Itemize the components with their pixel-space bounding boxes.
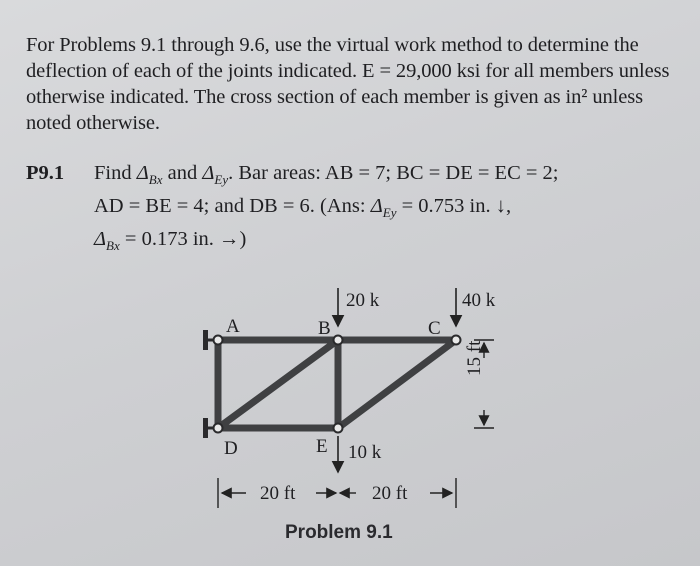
answer-ey: = 0.753 in. ↓, [396,195,512,218]
joint-label-a: A [226,316,240,337]
load-label-b: 20 k [346,290,380,311]
joint-a [214,336,223,345]
joint-d [214,424,223,433]
dimension-label-right: 20 ft [372,483,408,504]
delta-symbol: Δ [136,162,149,184]
joint-label-b: B [318,318,331,339]
and-text: and [162,162,203,184]
find-text: Find [94,162,137,184]
subscript-bx: Bx [106,238,120,254]
dimension-label-height: 15 ft [464,340,485,376]
support-d [203,418,214,438]
horizontal-dimension [218,478,456,508]
bar-areas-text-2: AD = BE = 4; and DB = 6. (Ans: [94,195,371,218]
support-a [203,330,214,350]
intro-text: For Problems 9.1 through 9.6, use the virtual work method to determine the deflection of each of the joints indicated. E = 29,000 ksi for all members unless otherwise indicated. The cross section of each member is given as in² unless noted otherwise. [26,34,670,134]
subscript-ey: Ey [382,205,397,221]
bar-areas-text-1: . Bar areas: AB = 7; BC = DE = EC = 2; [228,162,559,184]
joint-b [334,336,343,345]
delta-symbol: Δ [202,162,215,184]
load-label-e: 10 k [348,442,382,463]
joint-label-c: C [428,318,441,339]
answer-bx: = 0.173 in. →) [119,228,247,251]
member-ec [338,340,456,428]
delta-symbol: Δ [94,228,107,251]
figure-caption: Problem 9.1 [285,522,393,543]
subscript-ey: Ey [214,172,229,188]
problem-number: P9.1 [26,162,65,184]
member-db [218,340,338,428]
dimension-label-left: 20 ft [260,483,296,504]
subscript-bx: Bx [148,172,163,188]
joint-e [334,424,343,433]
delta-symbol: Δ [370,195,383,218]
load-label-c: 40 k [462,290,496,311]
joint-label-e: E [316,436,328,457]
joint-c [452,336,461,345]
joint-label-d: D [224,438,238,459]
